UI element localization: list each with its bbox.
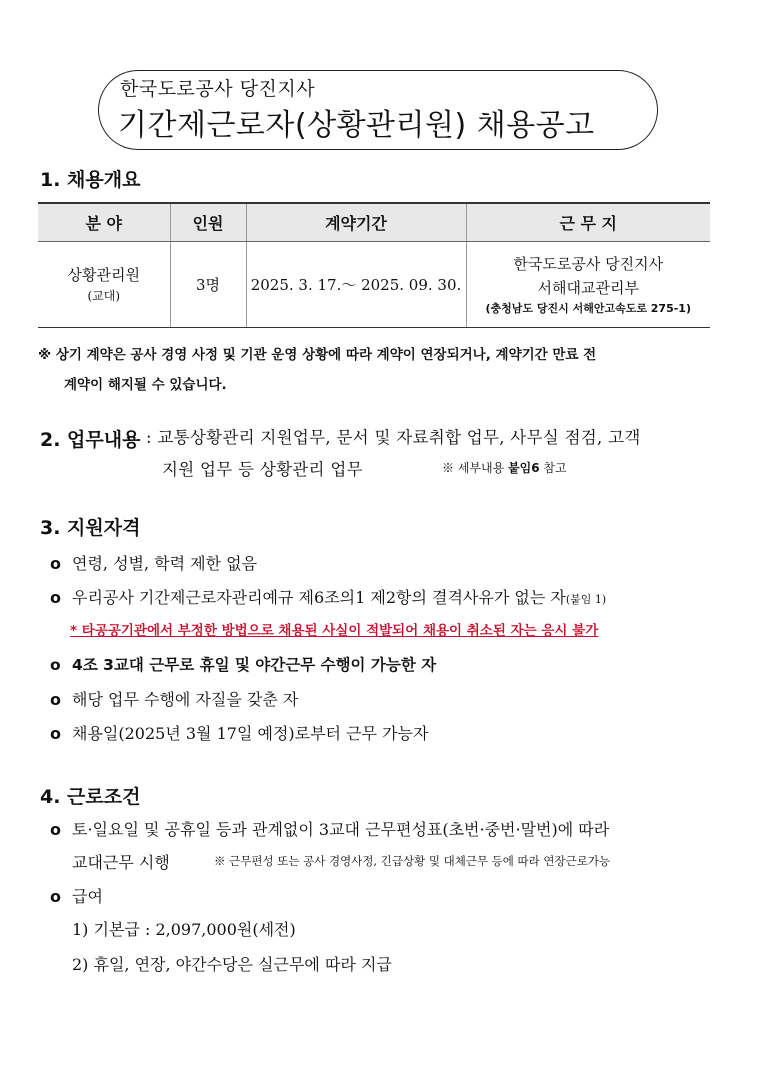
place-address: (충청남도 당진시 서해안고속도로 275-1): [485, 301, 691, 315]
list-item: o 우리공사 기간제근로자관리예규 제6조의1 제2항의 결격사유가 없는 자(붙임 1): [50, 588, 607, 607]
cell-count: 3명: [170, 242, 246, 328]
list-item: o 4조 3교대 근무로 휴일 및 야간근무 수행이 가능한 자: [50, 656, 437, 674]
bullet: o: [50, 887, 61, 906]
bullet: o: [50, 554, 61, 573]
work-condition-note: ※ 근무편성 또는 공사 경영사정, 긴급상황 및 대체근무 등에 따라 연장근로가능: [214, 854, 611, 868]
list-item: o 토·일요일 및 공휴일 등과 관계없이 3교대 근무편성표(초번·중번·말번)에 따라: [50, 820, 610, 839]
attachment-ref: (붙임 1): [565, 593, 607, 606]
salary-basic: 1) 기본급 : 2,097,000원(세전): [72, 920, 296, 939]
header-count: 인원: [170, 203, 246, 242]
cell-period: 2025. 3. 17.～ 2025. 09. 30.: [246, 242, 466, 328]
field-name: 상황관리원: [67, 265, 140, 284]
warning-text: * 타공공기관에서 부정한 방법으로 채용된 사실이 적발되어 채용이 취소된 자는 응시 불가: [70, 623, 599, 639]
section-4-heading: 4. 근로조건: [40, 786, 141, 808]
place-line-2: 서해대교관리부: [537, 278, 639, 297]
header-field: 분 야: [38, 203, 170, 242]
field-sub: (교대): [87, 288, 121, 303]
section-1-heading: 1. 채용개요: [40, 169, 141, 191]
contract-note-line-1: ※ 상기 계약은 공사 경영 사정 및 기관 운영 상황에 따라 계약이 연장되거나, 계약기간 만료 전: [38, 347, 597, 363]
salary-allowance: 2) 휴일, 연장, 야간수당은 실근무에 따라 지급: [72, 955, 392, 974]
header-period: 계약기간: [246, 203, 466, 242]
duty-note-suffix: 참고: [543, 461, 567, 475]
section-2-heading: 2. 업무내용: [40, 429, 141, 451]
cell-place: [466, 242, 710, 328]
table-header-row: [38, 203, 710, 242]
duty-note-attachment: 붙임6: [508, 461, 540, 475]
work-condition-line-2: 교대근무 시행: [72, 853, 170, 872]
list-item: o 급여: [50, 887, 103, 906]
duty-text-line-2: 지원 업무 등 상황관리 업무: [162, 460, 363, 479]
contract-note: [38, 340, 728, 400]
cell-field: [38, 242, 170, 328]
list-item: o 해당 업무 수행에 자질을 갖춘 자: [50, 690, 299, 709]
duty-note: [442, 459, 567, 476]
header-place: 근 무 지: [466, 203, 710, 242]
duty-text-line-1: : 교통상황관리 지원업무, 문서 및 자료취합 업무, 사무실 점검, 고객: [146, 428, 641, 447]
list-item: o 연령, 성별, 학력 제한 없음: [50, 554, 258, 573]
bullet: o: [50, 690, 61, 709]
bullet: o: [50, 724, 61, 743]
organization-name: 한국도로공사 당진지사: [120, 78, 316, 100]
page-title: 기간제근로자(상황관리원) 채용공고: [118, 108, 595, 143]
place-line-1: 한국도로공사 당진지사: [513, 254, 664, 273]
recruitment-table: [38, 202, 710, 328]
bullet: o: [50, 656, 61, 674]
list-item: o 채용일(2025년 3월 17일 예정)로부터 근무 가능자: [50, 724, 429, 743]
contract-note-line-2: 계약이 해지될 수 있습니다.: [64, 377, 227, 393]
section-3-heading: 3. 지원자격: [40, 517, 141, 539]
table-row: [38, 242, 710, 328]
duty-note-prefix: ※ 세부내용: [442, 461, 505, 475]
bullet: o: [50, 820, 61, 839]
bullet: o: [50, 588, 61, 607]
